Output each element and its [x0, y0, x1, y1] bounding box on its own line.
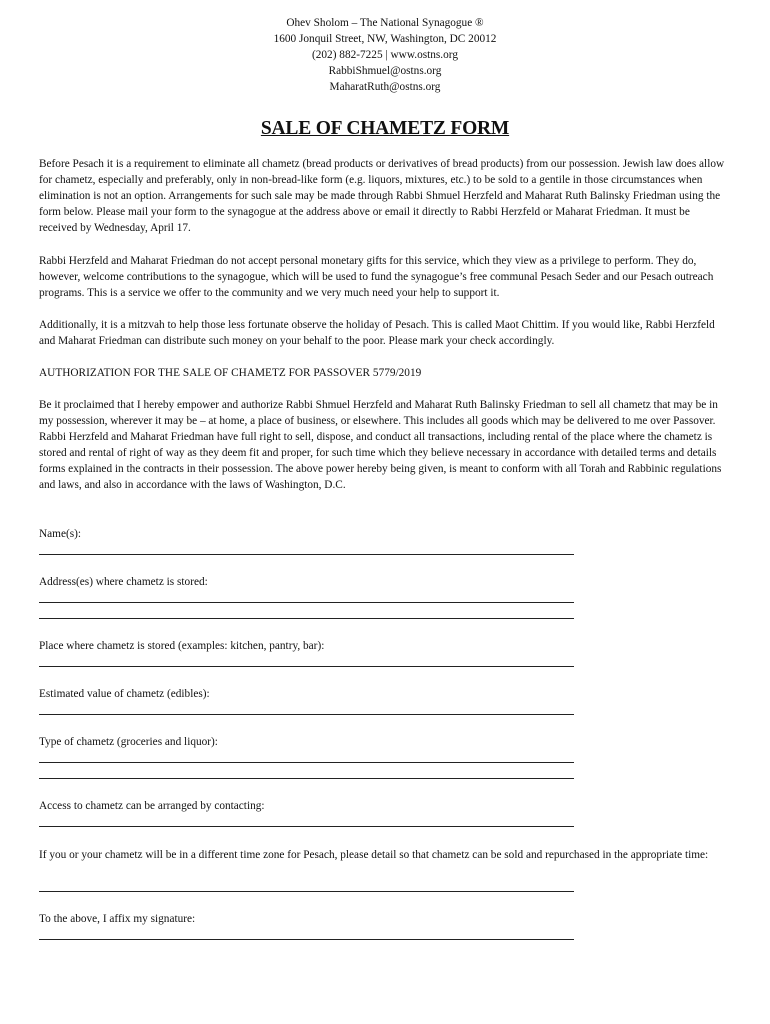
time-zone-label: If you or your chametz will be in a different time zone for Pesach, please detail so that chametz can be sold and repurchased in the appropriate time: [39, 849, 709, 861]
names-input-line[interactable] [39, 554, 574, 555]
maharat-email: MaharatRuth@ostns.org [329, 81, 441, 93]
chametz-type-input-line-2[interactable] [39, 778, 574, 779]
address-input-line-1[interactable] [39, 602, 574, 603]
gifts-paragraph: Rabbi Herzfeld and Maharat Friedman do not accept personal monetary gifts for this service, which they view as a privilege to perform. They do, however, welcome contributions to the synagogue, which will be used to fund the synagogue’s free communal Pesach Seder and our Pesach outreach programs. This is a service we offer to the community and we very much need your help to support it. [39, 255, 714, 299]
storage-place-input-line[interactable] [39, 666, 574, 667]
rabbi-email: RabbiShmuel@ostns.org [328, 65, 442, 77]
access-contact-label: Access to chametz can be arranged by contacting: [39, 800, 265, 812]
org-phone-web: (202) 882-7225 | www.ostns.org [312, 49, 458, 61]
time-zone-input-line[interactable] [39, 891, 574, 892]
chametz-type-label: Type of chametz (groceries and liquor): [39, 736, 218, 748]
addresses-label: Address(es) where chametz is stored: [39, 576, 208, 588]
names-label: Name(s): [39, 528, 82, 540]
estimated-value-label: Estimated value of chametz (edibles): [39, 688, 210, 700]
signature-label: To the above, I affix my signature: [39, 913, 196, 925]
signature-input-line[interactable] [39, 939, 574, 940]
proclamation-paragraph: Be it proclaimed that I hereby empower and authorize Rabbi Shmuel Herzfeld and Maharat Ruth Balinsky Friedman to sell all chametz that may be in my possession, wherever it may be – at home, a place of business, or elsewhere. This includes all goods which may be delivered to me over Passover. Rabbi Herzfeld and Maharat Friedman have full right to sell, dispose, and conduct all transactions, including rental of the place where the chametz is stored and rental of right of way as they deem fit and proper, for such time which they believe necessary in accordance with detailed terms and details forms explained in the contracts in their possession. The above power hereby being given, is meant to conform with all Torah and Rabbinic regulations and laws, and also in accordance with the laws of Washington, D.C. [39, 399, 722, 491]
org-name: Ohev Sholom – The National Synagogue ® [286, 17, 484, 29]
authorization-heading: AUTHORIZATION FOR THE SALE OF CHAMETZ FOR PASSOVER 5779/2019 [39, 367, 422, 379]
chametz-type-input-line-1[interactable] [39, 762, 574, 763]
letterhead [0, 15, 770, 95]
access-contact-input-line[interactable] [39, 826, 574, 827]
page-title: SALE OF CHAMETZ FORM [260, 118, 510, 139]
org-address: 1600 Jonquil Street, NW, Washington, DC 20012 [273, 33, 497, 45]
intro-paragraph: Before Pesach it is a requirement to eliminate all chametz (bread products or derivatives of bread products) from our possession. Jewish law does allow for chametz, especially and preferably, only in non-bread-like form (e.g. liquors, mixtures, etc.) to be sold to a gentile in those circumstances when elimination is not an option. Arrangements for such sale may be made through Rabbi Shmuel Herzfeld and Maharat Ruth Balinsky Friedman using the form below. Please mail your form to the synagogue at the address above or email it directly to Rabbi Herzfeld or Maharat Friedman. It must be received by Wednesday, April 17. [39, 158, 725, 234]
storage-place-label: Place where chametz is stored (examples: kitchen, pantry, bar): [39, 640, 325, 652]
address-input-line-2[interactable] [39, 618, 574, 619]
maot-chittim-paragraph: Additionally, it is a mitzvah to help those less fortunate observe the holiday of Pesach. This is called Maot Chittim. If you would like, Rabbi Herzfeld and Maharat Friedman can distribute such money on your behalf to the poor. Please mark your check accordingly. [39, 319, 715, 347]
estimated-value-input-line[interactable] [39, 714, 574, 715]
